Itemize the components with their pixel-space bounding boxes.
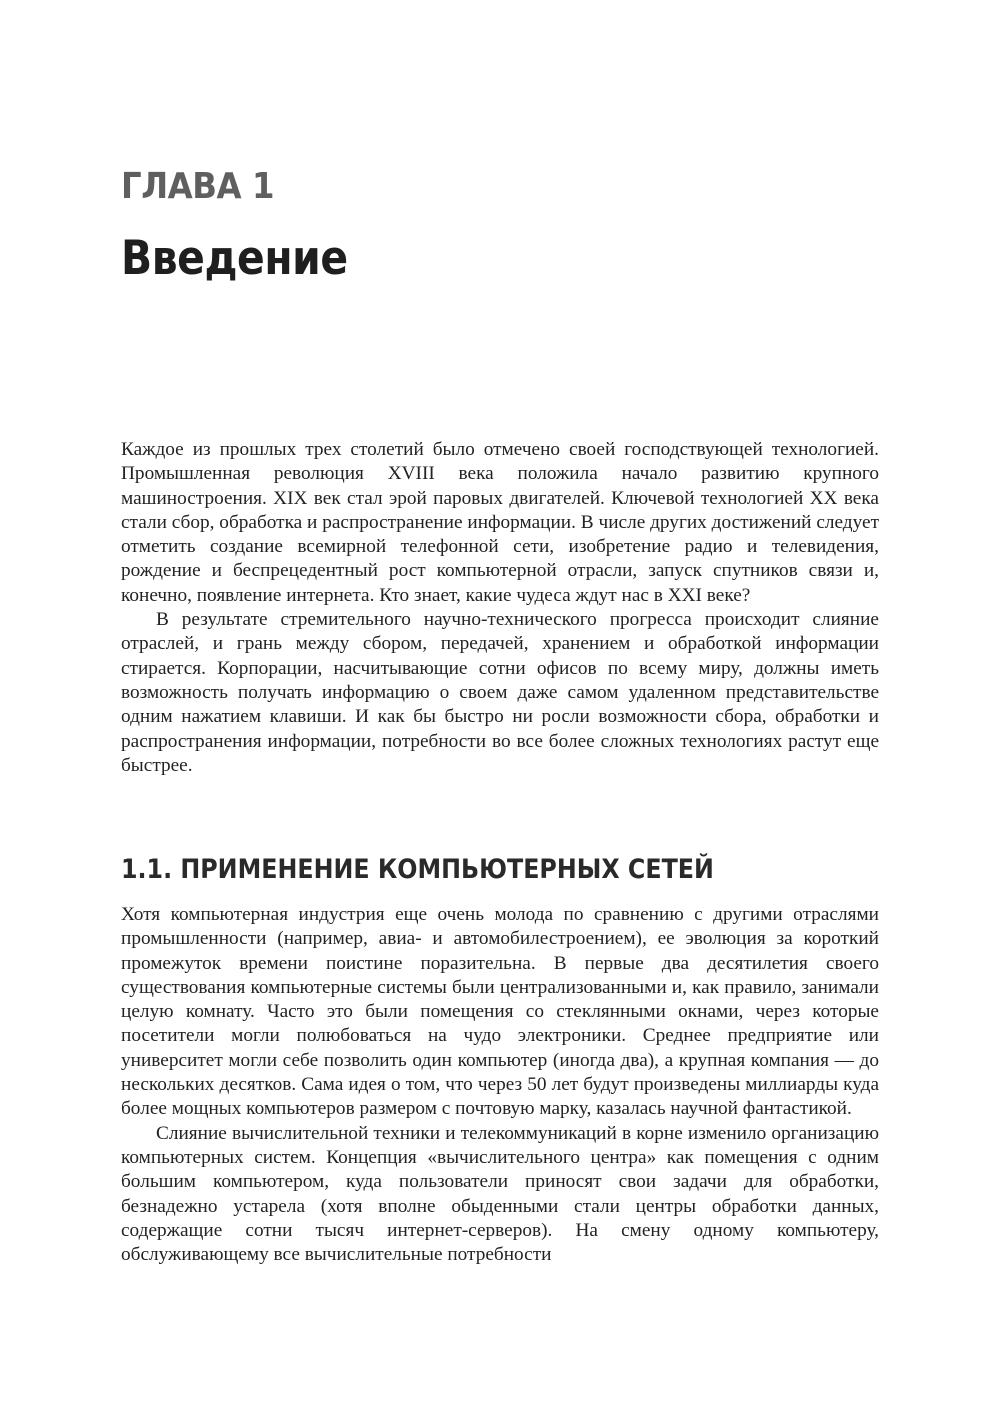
chapter-title: Введение: [121, 231, 348, 286]
intro-text: [121, 438, 879, 778]
intro-paragraph-1: Каждое из прошлых трех столетий было отмечено своей господствующей технологией. Промышленная революция XVIII века положила начало развитию крупного машиностроения. XIX век стал эрой паровых двигателей. Ключевой технологией XX века стали сбор, обработка и распространение информации. В числе других достижений следует отметить создание всемирной телефонной сети, изобретение радио и телевидения, рождение и беспрецедентный рост компьютерной отрасли, запуск спутников связи и, конечно, появление интернета. Кто знает, какие чудеса ждут нас в XXI веке?: [121, 439, 879, 606]
section-text: [121, 903, 879, 1267]
section-paragraph-1: Хотя компьютерная индустрия еще очень молода по сравнению с другими отраслями промышленности (например, авиа- и автомобилестроением), ее эволюция за короткий промежуток времени поистине поразительна. В первые два десятилетия своего существования компьютерные системы были централизованными и, как правило, занимали целую комнату. Часто это были помещения со стеклянными окнами, через которые посетители могли полюбоваться на чудо электроники. Среднее предприятие или университет могли себе позволить один компьютер (иногда два), а крупная компания — до нескольких десятков. Сама идея о том, что через 50 лет будут произведены миллиарды куда более мощных компьютеров размером с почтовую марку, казалась научной фантастикой.: [121, 904, 879, 1120]
section-paragraph-2: Слияние вычислительной техники и телекоммуникаций в корне изменило организацию компьютерных систем. Концепция «вычислительного центра» как помещения с одним большим компьютером, куда пользователи приносят свои задачи для обработки, безнадежно устарела (хотя вполне обыденными стали центры обработки данных, содержащие сотни тысяч интернет-серверов). На смену одному компьютеру, обслуживающему все вычислительные потребности: [121, 1122, 879, 1266]
section-heading: 1.1. ПРИМЕНЕНИЕ КОМПЬЮТЕРНЫХ СЕТЕЙ: [121, 854, 714, 885]
intro-paragraph-2: В результате стремительного научно-технического прогресса происходит слияние отраслей, и грань между сбором, передачей, хранением и обработкой информации стирается. Корпорации, насчитывающие сотни офисов по всему миру, должны иметь возможность получать информацию о своем даже самом удаленном представительстве одним нажатием клавиши. И как бы быстро ни росли возможности сбора, обработки и распространения информации, потребности во все более сложных технологиях растут еще быстрее.: [121, 609, 879, 776]
chapter-label: ГЛАВА 1: [121, 166, 275, 207]
